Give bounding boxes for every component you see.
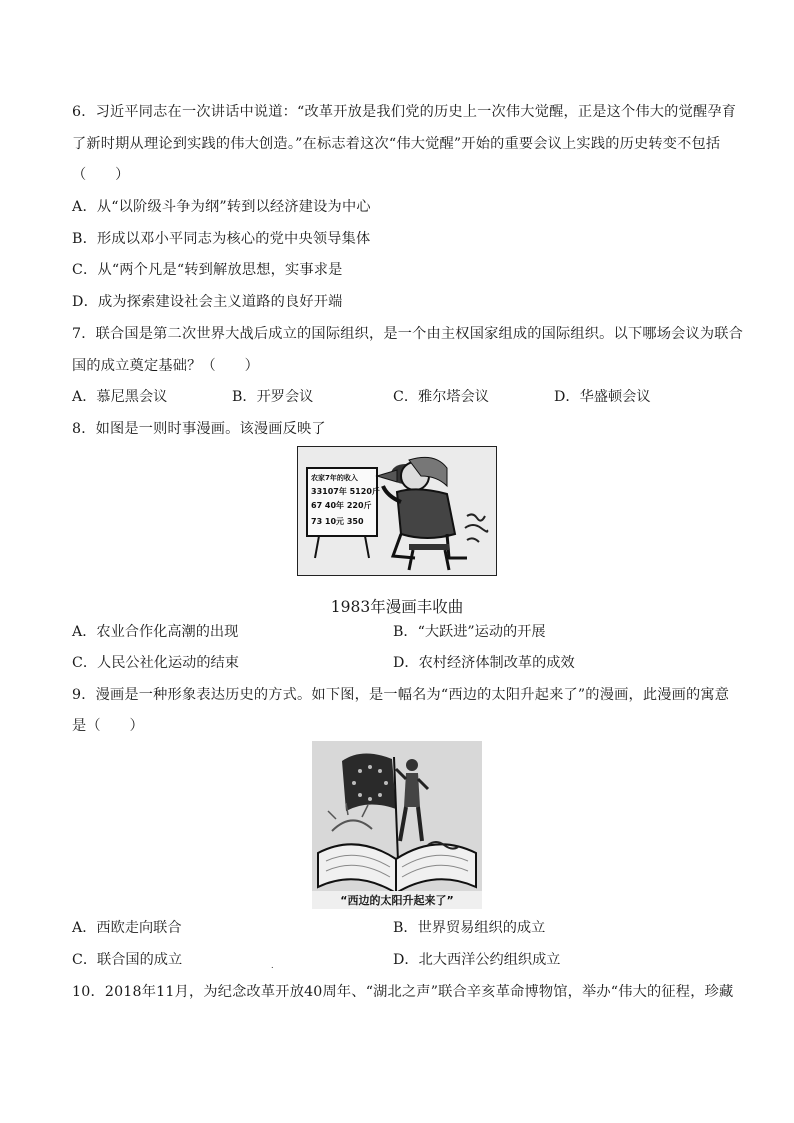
- q6-option-d: D．成为探索建设社会主义道路的良好开端: [72, 294, 343, 310]
- q7-stem-line2: 国的成立奠定基础？（ ）: [72, 358, 260, 374]
- q7-option-a: A．慕尼黑会议: [72, 389, 168, 405]
- q7-option-b: B．开罗会议: [232, 389, 314, 405]
- q6-option-a: A．从“以阶级斗争为纲”转到以经济建设为中心: [72, 199, 371, 215]
- q6-stem-line1: 6．习近平同志在一次讲话中说道：“改革开放是我们党的历史上一次伟大觉醒，正是这个伟大的觉醒孕育: [72, 104, 737, 120]
- q7-stem-line1: 7．联合国是第二次世界大战后成立的国际组织，是一个由主权国家组成的国际组织。以下哪场会议为联合: [72, 326, 744, 342]
- cartoon-board-row-3: 73 10元 350: [311, 517, 364, 526]
- q9-stem-line2: 是（ ）: [72, 718, 144, 734]
- cartoon-board-row-1: 33107年 5120斤: [311, 487, 380, 496]
- q8-stem: 8．如图是一则时事漫画。该漫画反映了: [72, 421, 326, 437]
- q6-option-b: B．形成以邓小平同志为核心的党中央领导集体: [72, 231, 371, 247]
- harvest-cartoon-caption: 1983年漫画丰收曲: [330, 598, 464, 616]
- cartoon-board-row-2: 67 40年 220斤: [311, 501, 372, 510]
- stray-dot-mark: .: [271, 961, 274, 970]
- q7-option-d: D．华盛顿会议: [554, 389, 651, 405]
- cartoon-board-heading: 农家7年的收入: [311, 474, 358, 482]
- q6-stem-line2: 了新时期从理论到实践的伟大创造。”在标志着这次“伟大觉醒”开始的重要会议上实践的历史转变不包括: [72, 136, 721, 152]
- q9-option-d: D．北大西洋公约组织成立: [393, 952, 561, 968]
- q7-option-c: C．雅尔塔会议: [393, 389, 489, 405]
- q9-option-c: C．联合国的成立: [72, 952, 183, 968]
- west-sun-cartoon-caption: “西边的太阳升起来了”: [340, 894, 454, 907]
- q6-stem-line3: （ ）: [72, 167, 130, 183]
- q8-option-a: A．农业合作化高潮的出现: [72, 624, 239, 640]
- q8-option-c: C．人民公社化运动的结束: [72, 655, 239, 671]
- harvest-cartoon-image: [297, 446, 497, 576]
- q6-option-c: C．从“两个凡是“转到解放思想，实事求是: [72, 262, 343, 278]
- west-sun-cartoon-image: [312, 741, 482, 909]
- q10-stem-line1: 10．2018年11月，为纪念改革开放40周年、“湖北之声”联合辛亥革命博物馆，举办“伟大的征程，珍藏: [72, 984, 734, 1000]
- q9-option-a: A．西欧走向联合: [72, 920, 182, 936]
- q9-option-b: B．世界贸易组织的成立: [393, 920, 546, 936]
- q9-stem-line1: 9．漫画是一种形象表达历史的方式。如下图，是一幅名为“西边的太阳升起来了”的漫画，此漫画的寓意: [72, 687, 730, 703]
- q8-option-b: B．“大跃进”运动的开展: [393, 624, 546, 640]
- q8-option-d: D．农村经济体制改革的成效: [393, 655, 575, 671]
